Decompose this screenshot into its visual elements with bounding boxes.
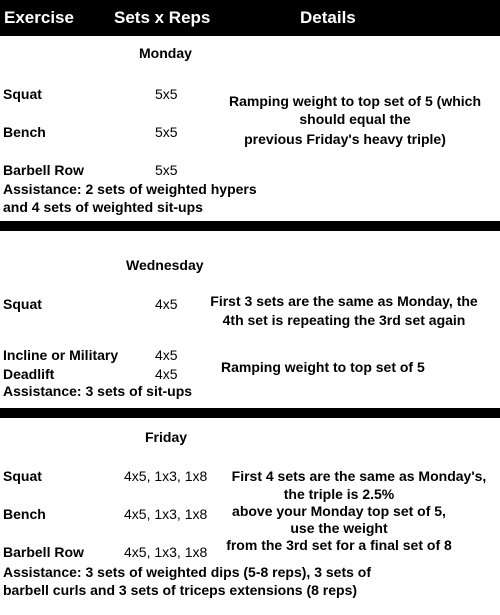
monday-details-line1: Ramping weight to top set of 5 (which [229,93,481,109]
friday-row-name: Barbell Row [3,544,84,560]
wednesday-incline-sets: 4x5 [155,347,178,363]
friday-bench-name: Bench [3,506,46,522]
friday-details-line3: above your Monday top set of 5, [232,503,446,519]
wednesday-squat-details-line1: First 3 sets are the same as Monday, the [210,293,478,309]
friday-row-sets: 4x5, 1x3, 1x8 [124,544,208,560]
header-sets-reps: Sets x Reps [114,8,211,27]
friday-details-line4: use the weight [290,520,388,536]
monday-bench-sets: 5x5 [155,124,178,140]
monday-squat-name: Squat [3,86,42,102]
wednesday-squat-name: Squat [3,296,42,312]
monday-details-line2: should equal the [299,111,411,127]
friday-assistance-line1: Assistance: 3 sets of weighted dips (5-8 reps), 3 sets of [3,564,371,580]
section-divider-2 [0,408,500,418]
wednesday-incline-name: Incline or Military [3,347,119,363]
friday-squat-name: Squat [3,468,42,484]
wednesday-deadlift-sets: 4x5 [155,366,178,382]
header-bar [0,0,500,36]
monday-title: Monday [139,45,192,61]
friday-details-line1: First 4 sets are the same as Monday's, [231,468,487,484]
wednesday-ramp-details: Ramping weight to top set of 5 [221,359,425,375]
header-details: Details [300,8,356,27]
friday-assistance-line2: barbell curls and 3 sets of triceps extensions (8 reps) [3,582,358,598]
friday-bench-sets: 4x5, 1x3, 1x8 [124,506,208,522]
friday-details-line2: the triple is 2.5% [283,486,395,502]
header-exercise: Exercise [4,8,74,27]
section-divider-1 [0,221,500,231]
wednesday-deadlift-name: Deadlift [3,366,55,382]
wednesday-assistance: Assistance: 3 sets of sit-ups [3,383,193,399]
monday-row-name: Barbell Row [3,162,84,178]
monday-details-line3: previous Friday's heavy triple) [244,131,446,147]
friday-details-line5: from the 3rd set for a final set of 8 [226,537,452,553]
monday-bench-name: Bench [3,124,46,140]
wednesday-title: Wednesday [126,257,204,273]
wednesday-squat-details-line2: 4th set is repeating the 3rd set again [222,312,466,328]
monday-row-sets: 5x5 [155,162,178,178]
monday-squat-sets: 5x5 [155,86,178,102]
friday-squat-sets: 4x5, 1x3, 1x8 [124,468,208,484]
monday-assistance-line1: Assistance: 2 sets of weighted hypers [3,181,257,197]
monday-assistance-line2: and 4 sets of weighted sit-ups [3,199,203,215]
wednesday-squat-sets: 4x5 [155,296,178,312]
friday-title: Friday [145,429,188,445]
